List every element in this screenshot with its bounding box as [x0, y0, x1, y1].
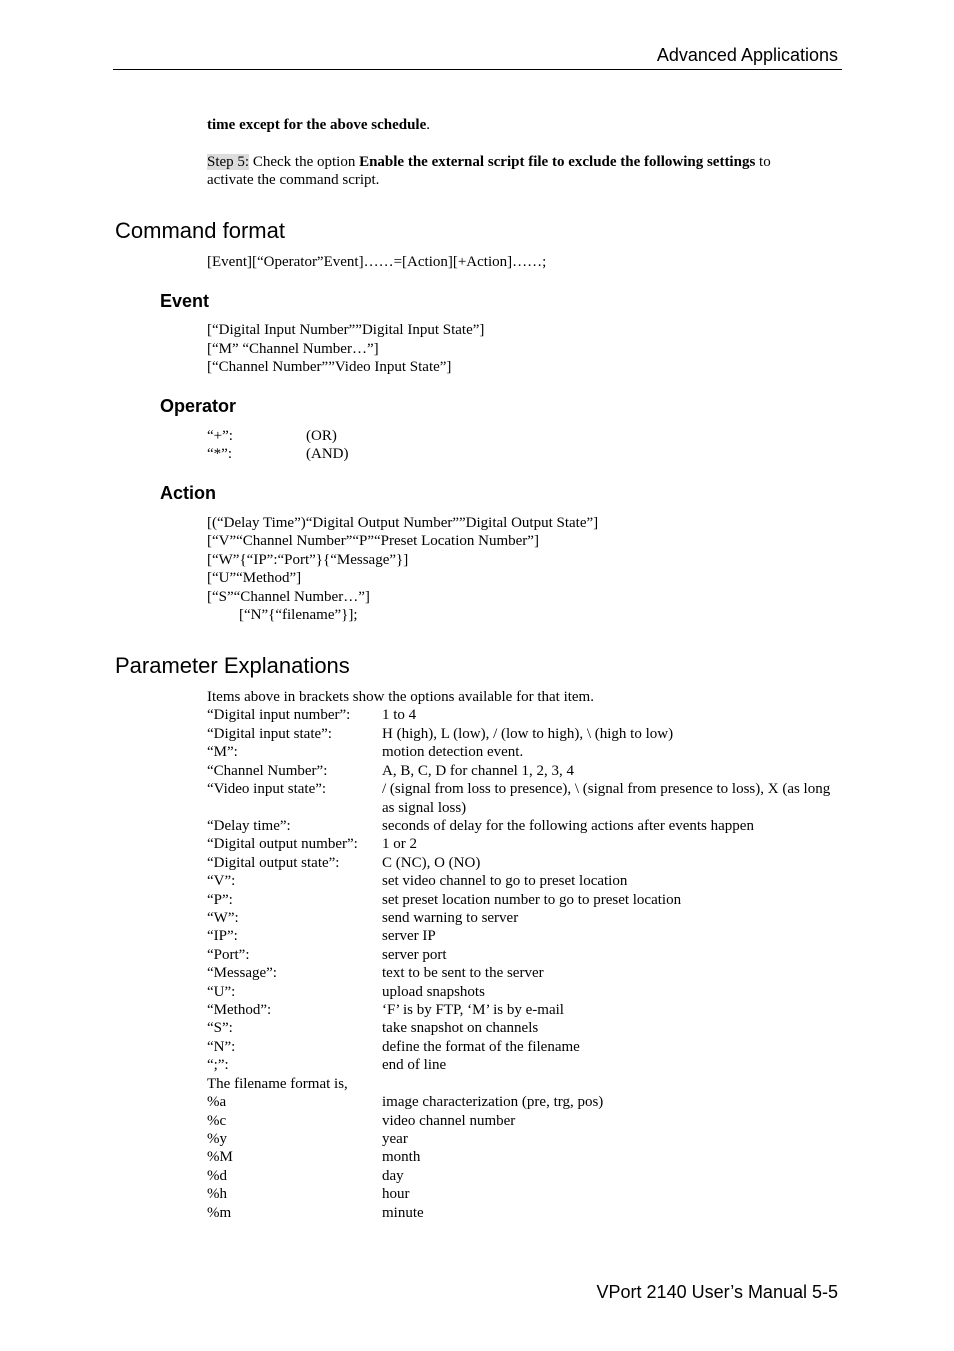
filename-format-code: %y — [207, 1131, 227, 1147]
action-line: [“V”“Channel Number”“P”“Preset Location Number”] — [207, 533, 539, 549]
parameter-value: end of line — [382, 1057, 447, 1073]
filename-format-code: %m — [207, 1205, 232, 1221]
page-footer: VPort 2140 User’s Manual 5-5 — [596, 1282, 838, 1302]
parameter-key: “U”: — [207, 984, 236, 1000]
operator-value: (OR) — [306, 428, 337, 444]
action-line: [“W”{“IP”:“Port”}{“Message”}] — [207, 552, 409, 568]
parameter-key: “M”: — [207, 744, 238, 760]
running-header: Advanced Applications — [656, 45, 838, 65]
parameter-value: server IP — [382, 928, 436, 944]
parameter-key: “Digital output number”: — [207, 836, 358, 852]
parameter-key: “IP”: — [207, 928, 238, 944]
event-line: [“M” “Channel Number…”] — [207, 341, 379, 357]
filename-format-code: %M — [207, 1149, 233, 1165]
heading-operator: Operator — [160, 396, 237, 416]
step-text-end: to — [755, 154, 771, 170]
heading-command-format: Command format — [115, 218, 285, 243]
filename-format-meaning: day — [382, 1168, 404, 1184]
action-line: [“U”“Method”] — [207, 570, 302, 586]
operator-value: (AND) — [306, 446, 349, 462]
parameter-key: “Method”: — [207, 1002, 272, 1018]
event-line: [“Channel Number””Video Input State”] — [207, 359, 452, 375]
parameter-value: / (signal from loss to presence), \ (signal from presence to loss), X (as long as signal loss) — [382, 781, 831, 816]
parameter-value: 1 or 2 — [382, 836, 417, 852]
parameter-key: “Digital input number”: — [207, 707, 351, 723]
filename-format-meaning: minute — [382, 1205, 424, 1221]
filename-format-code: %c — [207, 1113, 227, 1129]
parameter-key: “Digital input state”: — [207, 726, 332, 742]
parameter-value: upload snapshots — [382, 984, 485, 1000]
step-5-line — [207, 153, 771, 172]
parameter-value: define the format of the filename — [382, 1039, 580, 1055]
intro-line — [207, 116, 430, 135]
operator-key: “+”: — [207, 428, 233, 444]
filename-format-intro: The filename format is, — [207, 1076, 348, 1092]
filename-format-code: %d — [207, 1168, 227, 1184]
parameter-key: “V”: — [207, 873, 236, 889]
action-line: [“S”“Channel Number…”] — [207, 589, 370, 605]
parameter-value: H (high), L (low), / (low to high), \ (high to low) — [382, 726, 674, 742]
parameter-key: “N”: — [207, 1039, 236, 1055]
parameter-key: “Message”: — [207, 965, 277, 981]
filename-format-meaning: year — [382, 1131, 408, 1147]
step-5-line-2: activate the command script. — [207, 172, 380, 188]
filename-format-meaning: video channel number — [382, 1113, 516, 1129]
filename-format-code: %a — [207, 1094, 227, 1110]
parameter-value: server port — [382, 947, 447, 963]
parameter-value: A, B, C, D for channel 1, 2, 3, 4 — [382, 763, 575, 779]
parameters-intro: Items above in brackets show the options available for that item. — [207, 689, 594, 705]
action-line: [“N”{“filename”}]; — [239, 607, 358, 623]
parameter-key: “Video input state”: — [207, 781, 327, 797]
parameter-value: set preset location number to go to preset location — [382, 892, 682, 908]
parameter-key: “Channel Number”: — [207, 763, 328, 779]
parameter-value: motion detection event. — [382, 744, 524, 760]
event-line: [“Digital Input Number””Digital Input State”] — [207, 322, 485, 338]
parameter-value: take snapshot on channels — [382, 1020, 539, 1036]
parameter-key: “Port”: — [207, 947, 250, 963]
filename-format-meaning: month — [382, 1149, 421, 1165]
step-label: Step 5: — [207, 154, 250, 170]
heading-action: Action — [160, 483, 216, 503]
parameter-key: “;”: — [207, 1057, 229, 1073]
filename-format-code: %h — [207, 1186, 227, 1202]
parameter-key: “W”: — [207, 910, 239, 926]
filename-format-meaning: image characterization (pre, trg, pos) — [382, 1094, 604, 1110]
filename-format-meaning: hour — [382, 1186, 410, 1202]
parameter-value: C (NC), O (NO) — [382, 855, 481, 871]
step-text: Check the option — [249, 154, 360, 170]
parameter-value: set video channel to go to preset location — [382, 873, 628, 889]
operator-key: “*”: — [207, 446, 232, 462]
heading-parameter-explanations: Parameter Explanations — [115, 653, 350, 678]
step-option-name: Enable the external script file to exclude the following settings — [359, 154, 756, 170]
action-line: [(“Delay Time”)“Digital Output Number””Digital Output State”] — [207, 515, 599, 531]
intro-period: . — [426, 117, 431, 133]
parameter-key: “S”: — [207, 1020, 233, 1036]
parameter-key: “P”: — [207, 892, 233, 908]
header-rule — [113, 69, 842, 70]
parameter-value: text to be sent to the server — [382, 965, 544, 981]
parameter-key: “Delay time”: — [207, 818, 291, 834]
parameter-value: 1 to 4 — [382, 707, 417, 723]
parameter-value: send warning to server — [382, 910, 519, 926]
parameter-key: “Digital output state”: — [207, 855, 340, 871]
parameter-value: seconds of delay for the following actions after events happen — [382, 818, 754, 834]
intro-bold-text: time except for the above schedule — [207, 117, 427, 133]
parameter-value: ‘F’ is by FTP, ‘M’ is by e-mail — [382, 1002, 564, 1018]
heading-event: Event — [160, 291, 210, 311]
command-syntax: [Event][“Operator”Event]……=[Action][+Action]……; — [207, 254, 547, 270]
